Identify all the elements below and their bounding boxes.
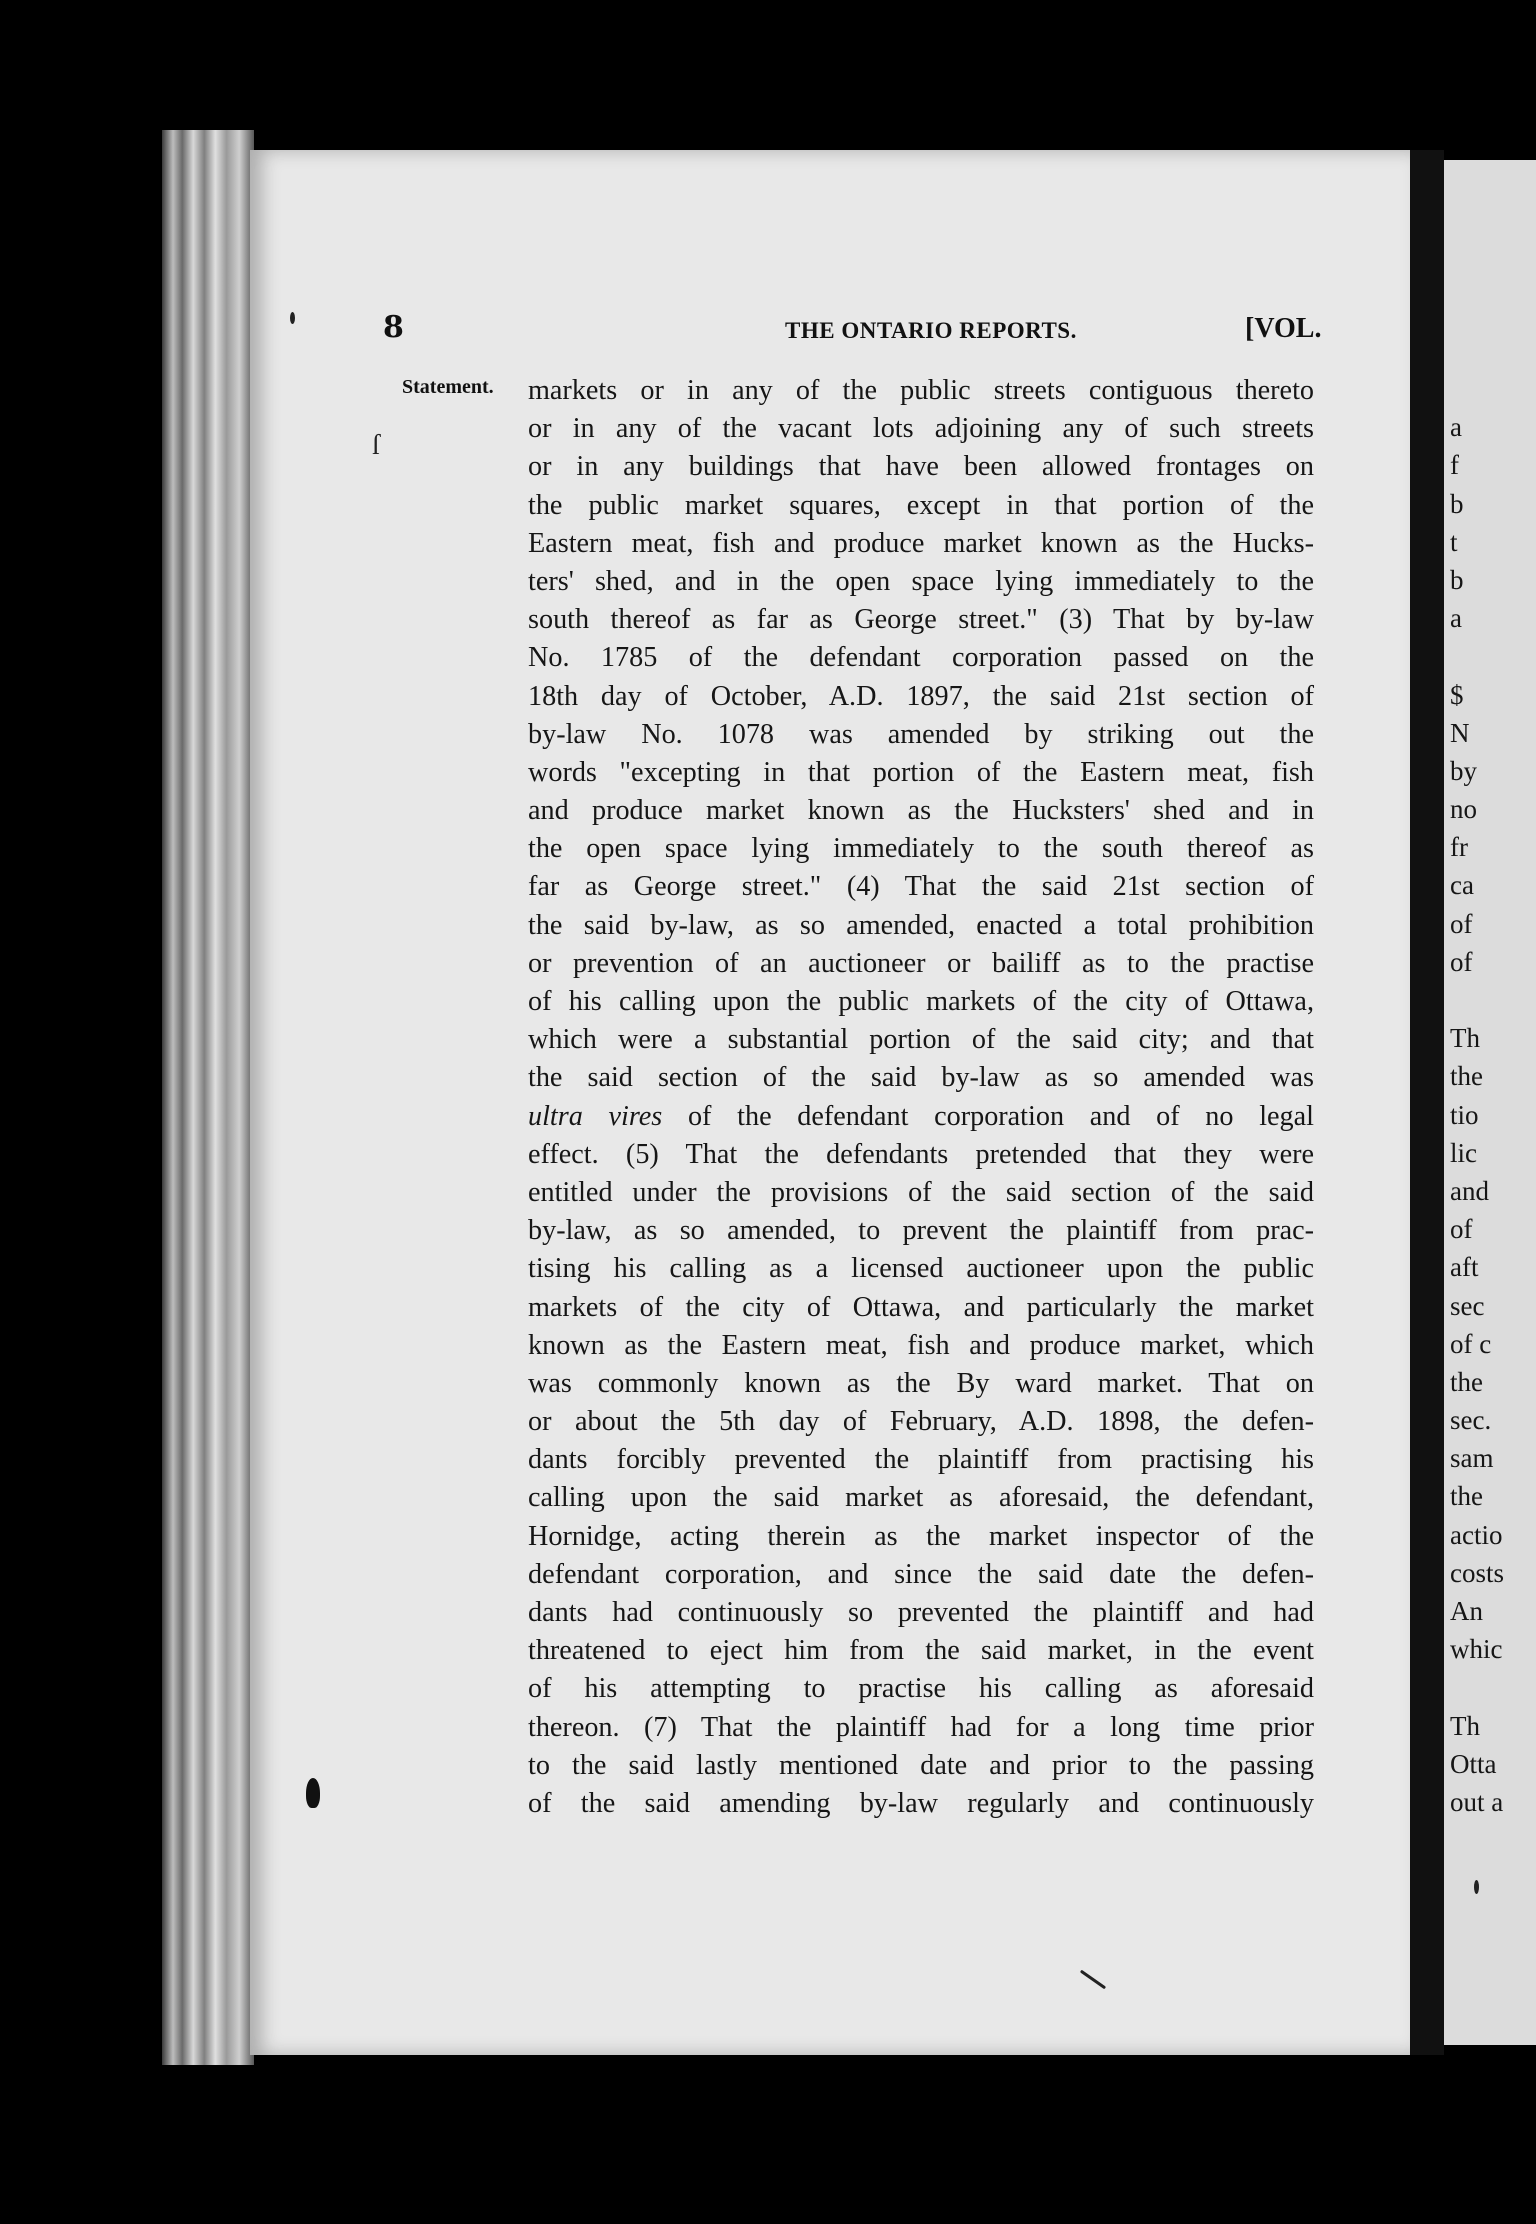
facing-page-text [1450, 370, 1530, 1821]
facing-fragment: sec. [1450, 1405, 1492, 1436]
body-line: far as George street." (4) That the said 21st section of [528, 871, 1314, 903]
facing-fragment: the [1450, 1481, 1483, 1512]
body-line: of the said amending by-law regularly and continuously [528, 1787, 1314, 1819]
side-note: Statement. [402, 376, 494, 398]
body-line: the open space lying immediately to the south thereof as [528, 833, 1314, 865]
facing-fragment: tio [1450, 1099, 1479, 1130]
running-head: THE ONTARIO REPORTS. [785, 318, 1077, 343]
body-line: the said by-law, as so amended, enacted a total prohibition [528, 909, 1314, 941]
facing-fragment: lic [1450, 1137, 1477, 1168]
body-line: tising his calling as a licensed auctioneer upon the public [528, 1253, 1314, 1285]
body-line: to the said lastly mentioned date and prior to the passing [528, 1749, 1314, 1781]
body-line: or about the 5th day of February, A.D. 1898, the defen- [528, 1406, 1314, 1438]
volume-mark: [VOL. [1245, 313, 1322, 344]
page-number: 8 [383, 310, 404, 345]
facing-fragment [1450, 981, 1530, 1019]
body-line: the said section of the said by-law as so amended was [528, 1062, 1314, 1094]
body-line: which were a substantial portion of the said city; and that [528, 1024, 1314, 1056]
facing-fragment: of [1450, 1214, 1473, 1245]
body-line: by-law No. 1078 was amended by striking out the [528, 718, 1314, 750]
body-line: calling upon the said market as aforesaid, the defendant, [528, 1482, 1314, 1514]
body-line: south thereof as far as George street." (3) That by by-law [528, 604, 1314, 636]
body-line: and produce market known as the Hucksters' shed and in [528, 795, 1314, 827]
facing-fragment [1450, 637, 1530, 675]
body-line: Hornidge, acting therein as the market inspector of the [528, 1520, 1314, 1552]
body-line: dants forcibly prevented the plaintiff from practising his [528, 1444, 1314, 1476]
body-line: Eastern meat, fish and produce market known as the Hucks- [528, 527, 1314, 559]
facing-fragment: actio [1450, 1519, 1503, 1550]
body-line: of his calling upon the public markets of the city of Ottawa, [528, 986, 1314, 1017]
facing-fragment: costs [1450, 1557, 1504, 1588]
facing-fragment: a [1450, 412, 1462, 443]
facing-fragment: whic [1450, 1634, 1503, 1665]
body-line: by-law, as so amended, to prevent the plaintiff from prac- [528, 1215, 1314, 1247]
speck [290, 312, 295, 324]
book-gutter-edge [162, 130, 254, 2065]
body-line: was commonly known as the By ward market. That on [528, 1367, 1314, 1399]
body-line: effect. (5) That the defendants pretended that they were [528, 1138, 1314, 1170]
body-line: known as the Eastern meat, fish and produce market, which [528, 1329, 1314, 1361]
margin-mark: ſ [372, 430, 380, 461]
facing-fragment: N [1450, 717, 1470, 748]
body-line: dants had continuously so prevented the plaintiff and had [528, 1597, 1314, 1628]
body-line: entitled under the provisions of the said section of the said [528, 1176, 1314, 1208]
facing-fragment: Th [1450, 1710, 1480, 1741]
facing-fragment: ca [1450, 870, 1474, 901]
body-line: markets or in any of the public streets contiguous thereto [528, 375, 1314, 406]
body-line: markets of the city of Ottawa, and particularly the market [528, 1291, 1314, 1323]
facing-fragment: and [1450, 1175, 1489, 1206]
facing-fragment: f [1450, 450, 1459, 481]
body-line: 18th day of October, A.D. 1897, the said 21st section of [528, 680, 1314, 712]
body-line: or in any of the vacant lots adjoining any of such streets [528, 413, 1314, 445]
body-line: or prevention of an auctioneer or bailiff as to the practise [528, 947, 1314, 979]
facing-fragment: t [1450, 526, 1458, 557]
facing-fragment: aft [1450, 1252, 1479, 1283]
body-line: or in any buildings that have been allowed frontages on [528, 451, 1314, 483]
facing-fragment: fr [1450, 832, 1468, 863]
facing-fragment: Th [1450, 1023, 1480, 1054]
facing-fragment: $ [1450, 679, 1464, 710]
facing-fragment: a [1450, 603, 1462, 634]
facing-fragment: by [1450, 755, 1477, 786]
body-line: ultra vires of the defendant corporation and of no legal [528, 1100, 1314, 1132]
facing-fragment: Otta [1450, 1748, 1497, 1779]
facing-fragment: no [1450, 794, 1477, 825]
body-line: No. 1785 of the defendant corporation passed on the [528, 642, 1314, 674]
facing-fragment: the [1450, 1061, 1483, 1092]
facing-fragment [1450, 1668, 1530, 1706]
facing-fragment: of [1450, 908, 1473, 939]
facing-fragment: of c [1450, 1328, 1492, 1359]
facing-fragment: sec [1450, 1290, 1485, 1321]
facing-fragment: sam [1450, 1443, 1494, 1474]
facing-fragment: out a [1450, 1786, 1504, 1817]
facing-fragment: the [1450, 1366, 1483, 1397]
facing-fragment: An [1450, 1596, 1483, 1626]
page-gap [1410, 150, 1444, 2055]
body-line: words "excepting in that portion of the Eastern meat, fish [528, 756, 1314, 788]
facing-fragment: b [1450, 564, 1464, 595]
ink-blot [306, 1778, 320, 1808]
facing-fragment: of [1450, 946, 1473, 977]
body-line: thereon. (7) That the plaintiff had for a long time prior [528, 1711, 1314, 1743]
body-line: ters' shed, and in the open space lying immediately to the [528, 565, 1314, 597]
body-line: the public market squares, except in that portion of the [528, 489, 1314, 521]
speck [1474, 1880, 1479, 1894]
body-text [528, 372, 1314, 1823]
body-line: defendant corporation, and since the said date the defen- [528, 1558, 1314, 1590]
body-line: of his attempting to practise his calling as aforesaid [528, 1673, 1314, 1705]
facing-fragment [1450, 370, 1530, 408]
facing-fragment: b [1450, 488, 1464, 519]
body-line: threatened to eject him from the said market, in the event [528, 1635, 1314, 1667]
